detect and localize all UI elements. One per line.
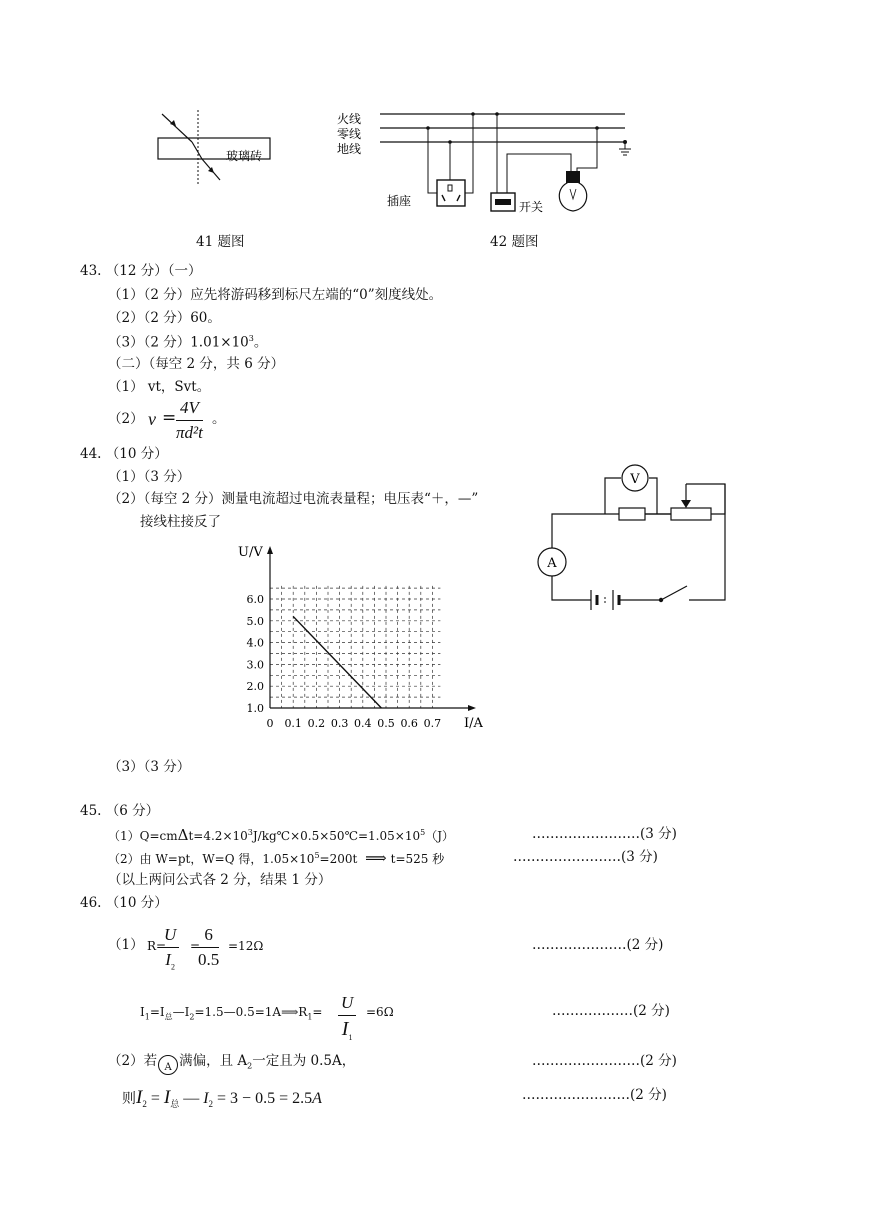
fig41-caption: 41 题图 bbox=[196, 234, 245, 250]
y-axis-label: U/V bbox=[238, 545, 263, 560]
rheostat bbox=[671, 508, 711, 520]
x-tick-label: 0.7 bbox=[423, 717, 442, 730]
q44-heading: 44. （10 分） bbox=[80, 446, 168, 462]
y-tick-label: 6.0 bbox=[246, 593, 264, 606]
q46-line3: （2）若 A 满偏，且 $A_2$一定且为 0.5A， bbox=[108, 1053, 356, 1073]
q46-line1-r: R= bbox=[147, 939, 167, 953]
y-tick-label: 2.0 bbox=[246, 680, 264, 694]
q43-line1: （1）（2 分）应先将游码移到标尺左端的“0”刻度线处。 bbox=[108, 287, 443, 303]
socket bbox=[437, 180, 465, 206]
socket-label: 插座 bbox=[387, 194, 412, 208]
q46-line2-result: =6Ω bbox=[366, 1005, 394, 1019]
q46-line1-label: （1） bbox=[108, 937, 144, 953]
fig41-diagram bbox=[150, 110, 290, 190]
q46-fraction-u-i1: U $I_1$ bbox=[338, 993, 356, 1042]
live-wire-label: 火线 bbox=[337, 112, 362, 126]
ground-wire-label: 地线 bbox=[337, 142, 362, 156]
q44-circuit bbox=[535, 462, 735, 607]
q43-line4: （二）（每空 2 分，共 6 分） bbox=[108, 356, 285, 372]
q44-line2b: 接线柱接反了 bbox=[140, 514, 221, 530]
q45-line1-score: ……………………(3 分) bbox=[532, 826, 677, 842]
x-axis-label: I/A bbox=[464, 716, 483, 731]
q46-line1-result: =12Ω bbox=[228, 939, 264, 953]
y-axis-arrow-icon bbox=[267, 546, 273, 554]
q46-line1-score: …………………(2 分) bbox=[532, 937, 664, 953]
ammeter-label: A bbox=[547, 556, 557, 571]
q45-heading: 45. （6 分） bbox=[80, 803, 160, 819]
q46-fraction-u-i2: $\frac{U}{I_2}$ bbox=[161, 925, 179, 971]
x-tick-label: 0.3 bbox=[330, 717, 349, 730]
q45-line2-score: ……………………(3 分) bbox=[513, 849, 658, 865]
q43-formula-fraction: $\frac{4V}{\text{πd²t}}$ bbox=[176, 398, 203, 442]
ui-graph bbox=[230, 540, 500, 740]
y-tick-label: 4.0 bbox=[246, 636, 264, 650]
q43-heading: 43. （12 分）（一） bbox=[80, 263, 202, 279]
ammeter-symbol: A bbox=[158, 1055, 178, 1075]
x-axis-arrow-icon bbox=[468, 705, 476, 711]
fig42-diagram bbox=[335, 105, 645, 225]
q46-line4: 则$I_2 = I_总$ — $I_2 = 3 - 0.5 = 2.5A$ bbox=[122, 1087, 322, 1110]
q46-fraction-6-05: $\frac{6}{0.5}$ bbox=[198, 925, 220, 969]
x-tick-label: 0.2 bbox=[307, 717, 326, 730]
y-tick-label: 1.0 bbox=[246, 702, 264, 715]
x-tick-label: 0.4 bbox=[354, 717, 372, 730]
refracted-ray bbox=[192, 142, 202, 159]
y-tick-label: 3.0 bbox=[246, 658, 264, 672]
q44-line1: （1）（3 分） bbox=[108, 469, 191, 485]
data-line bbox=[293, 616, 381, 708]
x-tick-label: 0.6 bbox=[400, 717, 418, 730]
x-tick-label: 0 bbox=[266, 717, 274, 730]
q46-line3-score: ……………………(2 分) bbox=[532, 1053, 677, 1069]
resistor bbox=[619, 508, 645, 520]
q46-line4-score: ……………………(2 分) bbox=[522, 1087, 667, 1103]
q46-line2: $I_1=I_总—I_2=1.5—0.5=1A⟹R_1=$ bbox=[140, 1005, 323, 1022]
q43-formula-eq: = bbox=[162, 408, 177, 428]
voltmeter-label: V bbox=[630, 472, 640, 487]
q44-line2: （2）（每空 2 分）测量电流超过电流表量程；电压表“＋，—” bbox=[108, 491, 479, 507]
q43-line5: （1） vt，Svt。 bbox=[108, 379, 211, 395]
q43-formula-v: v bbox=[148, 409, 156, 429]
neutral-wire-label: 零线 bbox=[337, 127, 362, 141]
q45-line3: （以上两问公式各 2 分，结果 1 分） bbox=[108, 872, 332, 888]
switch-label: 开关 bbox=[519, 200, 544, 214]
glass-label: 玻璃砖 bbox=[226, 149, 263, 163]
q44-line3: （3）（3 分） bbox=[108, 759, 191, 775]
q43-line3: （3）（2 分）$1.01\times 10^3$。 bbox=[108, 334, 268, 351]
q43-line2: （2）（2 分）60。 bbox=[108, 310, 221, 326]
q46-heading: 46. （10 分） bbox=[80, 895, 168, 911]
q43-formula-end: 。 bbox=[212, 411, 226, 427]
q46-line1-eq: = bbox=[190, 939, 201, 953]
x-tick-label: 0.1 bbox=[284, 717, 302, 730]
q45-line1: $(1)Q=cm\Delta t=4.2\times 10^3J/kg℃\times 0.5\times 50℃=1.05\times 10^5(J)$ bbox=[108, 826, 454, 844]
x-tick-label: 0.5 bbox=[377, 717, 395, 730]
q45-line2: （2）由 W=pt，W=Q 得，$1.05\times 10^5=200t$ ⟹ t=525 秒 bbox=[108, 849, 445, 867]
q46-line2-score: ………………(2 分) bbox=[552, 1003, 670, 1019]
q43-line6-label: （2） bbox=[108, 411, 144, 427]
fig42-caption: 42 题图 bbox=[490, 234, 539, 250]
y-tick-label: 5.0 bbox=[246, 614, 264, 628]
